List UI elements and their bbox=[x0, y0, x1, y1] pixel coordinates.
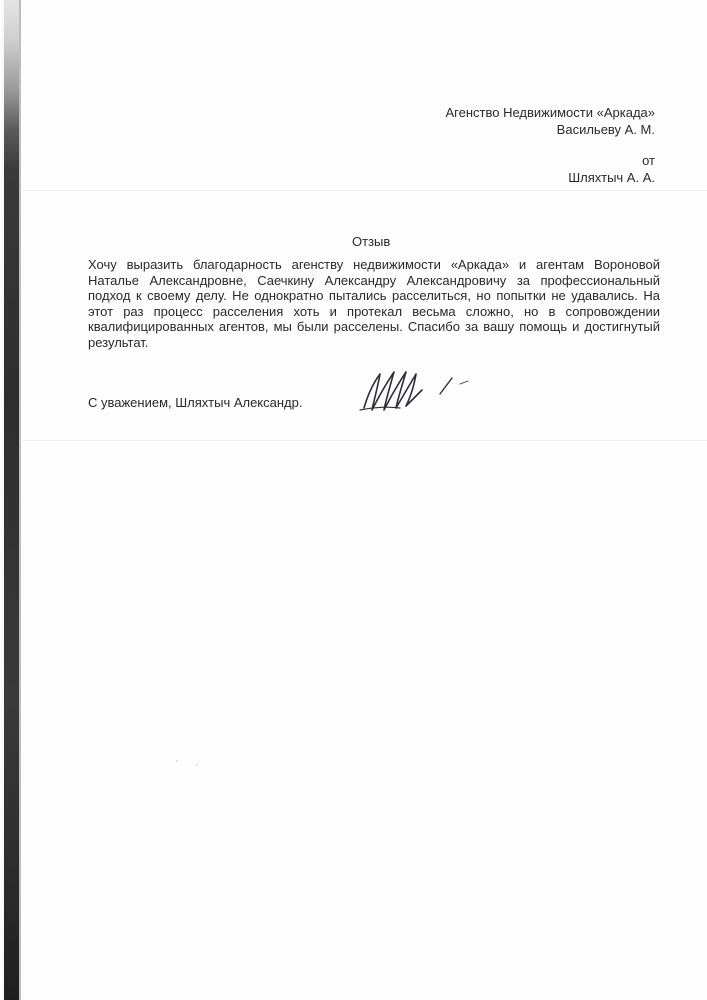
addressee-agency: Агенство Недвижимости «Аркада» bbox=[445, 105, 655, 120]
addressee-person: Васильеву А. М. bbox=[556, 122, 655, 137]
from-label: от bbox=[642, 153, 655, 168]
closing-line: С уважением, Шляхтыч Александр. bbox=[88, 395, 303, 410]
paper-fold-line bbox=[22, 440, 707, 441]
sender-name: Шляхтыч А. А. bbox=[568, 170, 655, 185]
handwritten-signature bbox=[356, 364, 476, 420]
scan-binding-edge bbox=[4, 0, 19, 1000]
document-title: Отзыв bbox=[352, 234, 391, 249]
scan-speck bbox=[176, 760, 178, 762]
addressee-block bbox=[445, 104, 655, 186]
scan-speck bbox=[196, 764, 198, 766]
paper-fold-line bbox=[22, 190, 707, 191]
letter-body: Хочу выразить благодарность агенству недвижимости «Аркада» и агентам Вороновой Наталье Александровне, Саечкину Александру Александровичу за профессиональный подход к своему делу. Не однократно пытались расселиться, но попытки не удавались. На этот раз процесс расселения хоть и протекал весьма сложно, но в сопровождении квалифицированных агентов, мы были расселены. Спасибо за вашу помощь и достигнутый результат. bbox=[88, 257, 660, 350]
